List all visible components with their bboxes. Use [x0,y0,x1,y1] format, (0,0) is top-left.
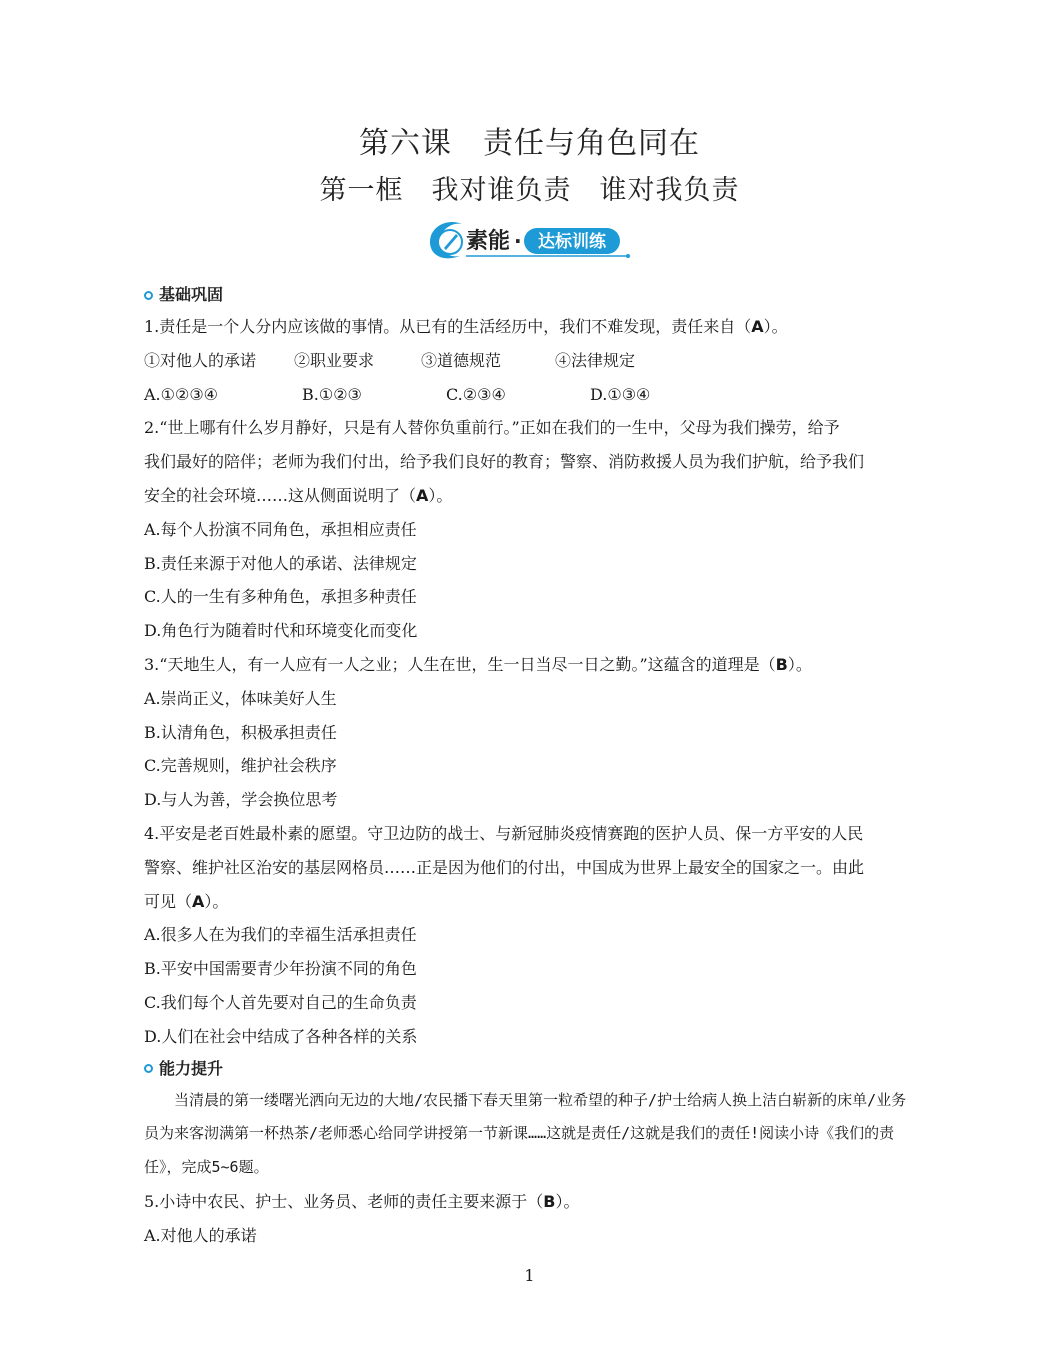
q4-stem-line: 4.平安是老百姓最朴素的愿望。守卫边防的战士、与新冠肺炎疫情赛跑的医护人员、保一方平安的人民 [144,823,864,843]
q1-stem: 1.责任是一个人分内应该做的事情。从已有的生活经历中，我们不难发现，责任来自（A）。 [144,317,788,336]
q2-option: A.每个人扮演不同角色，承担相应责任 [144,519,417,539]
q4-answer: A [192,891,205,911]
banner-dot: · [514,229,522,253]
q3-option: D.与人为善，学会换位思考 [144,790,338,810]
lesson-subtitle: 第一框 我对谁负责 谁对我负责 [319,175,740,206]
content [144,280,914,1253]
q1-options: A.①②③④ B.①②③ C.②③④ D.①③④ [144,384,651,404]
q1-answer: A [751,317,764,336]
q2-stem-line: 我们最好的陪伴；老师为我们付出，给予我们良好的教育；警察、消防救援人员为我们护航，给予我们 [144,452,865,472]
q3-answer: B [775,654,788,674]
page-number: 1 [524,1266,535,1285]
q2-option: D.角色行为随着时代和环境变化而变化 [144,621,418,641]
q4-stem-line: 可见（A）。 [144,891,229,911]
section-basic: 基础巩固 [144,280,914,310]
section-advanced: 能力提升 [144,1054,914,1084]
banner-main-text: 素能 [466,229,511,254]
q4-option: A.很多人在为我们的幸福生活承担责任 [144,925,417,945]
q5-option: A.对他人的承诺 [144,1225,257,1245]
banner-logo [426,214,636,262]
circle-bullet-icon [144,291,153,300]
q3-option: B.认清角色，积极承担责任 [144,722,337,742]
q3-stem: 3.“天地生人，有一人应有一人之业；人生在世，生一日当尽一日之勤。”这蕴含的道理是（B）。 [144,654,812,674]
q2-option: C.人的一生有多种角色，承担多种责任 [144,587,417,607]
q3-option: A.崇尚正义，体味美好人生 [144,688,337,708]
q2-stem-line: 安全的社会环境……这从侧面说明了（A）。 [144,485,453,505]
banner-pill-text: 达标训练 [538,232,606,252]
q4-option: B.平安中国需要青少年扮演不同的角色 [144,959,417,979]
lesson-title: 第六课 责任与角色同在 [359,126,700,161]
q2-stem-line: 2.“世上哪有什么岁月静好，只是有人替你负重前行。”正如在我们的一生中，父母为我们操劳，给予 [144,418,840,438]
q1-items: ①对他人的承诺 ②职业要求 ③道德规范 ④法律规定 [144,350,636,370]
q5-stem: 5.小诗中农民、护士、业务员、老师的责任主要来源于（B）。 [144,1191,580,1211]
q2-answer: A [416,485,429,505]
circle-bullet-icon [144,1064,153,1073]
q5-answer: B [543,1191,556,1211]
q3-option: C.完善规则，维护社会秩序 [144,756,337,776]
q4-option: C.我们每个人首先要对自己的生命负责 [144,992,417,1012]
q4-stem-line: 警察、维护社区治安的基层网格员……正是因为他们的付出，中国成为世界上最安全的国家之一。由此 [144,857,865,877]
q2-option: B.责任来源于对他人的承诺、法律规定 [144,553,417,573]
reading-passage: 当清晨的第一缕曙光洒向无边的大地/农民播下春天里第一粒希望的种子/护士给病人换上洁白崭新的床单/业务员为来客沏满第一杯热茶/老师悉心给同学讲授第一节新课……这就是责任/这就是我们的责任!阅读小诗《我们的责任》，完成5~6题。 [144,1090,907,1177]
q4-option: D.人们在社会中结成了各种各样的关系 [144,1026,418,1046]
